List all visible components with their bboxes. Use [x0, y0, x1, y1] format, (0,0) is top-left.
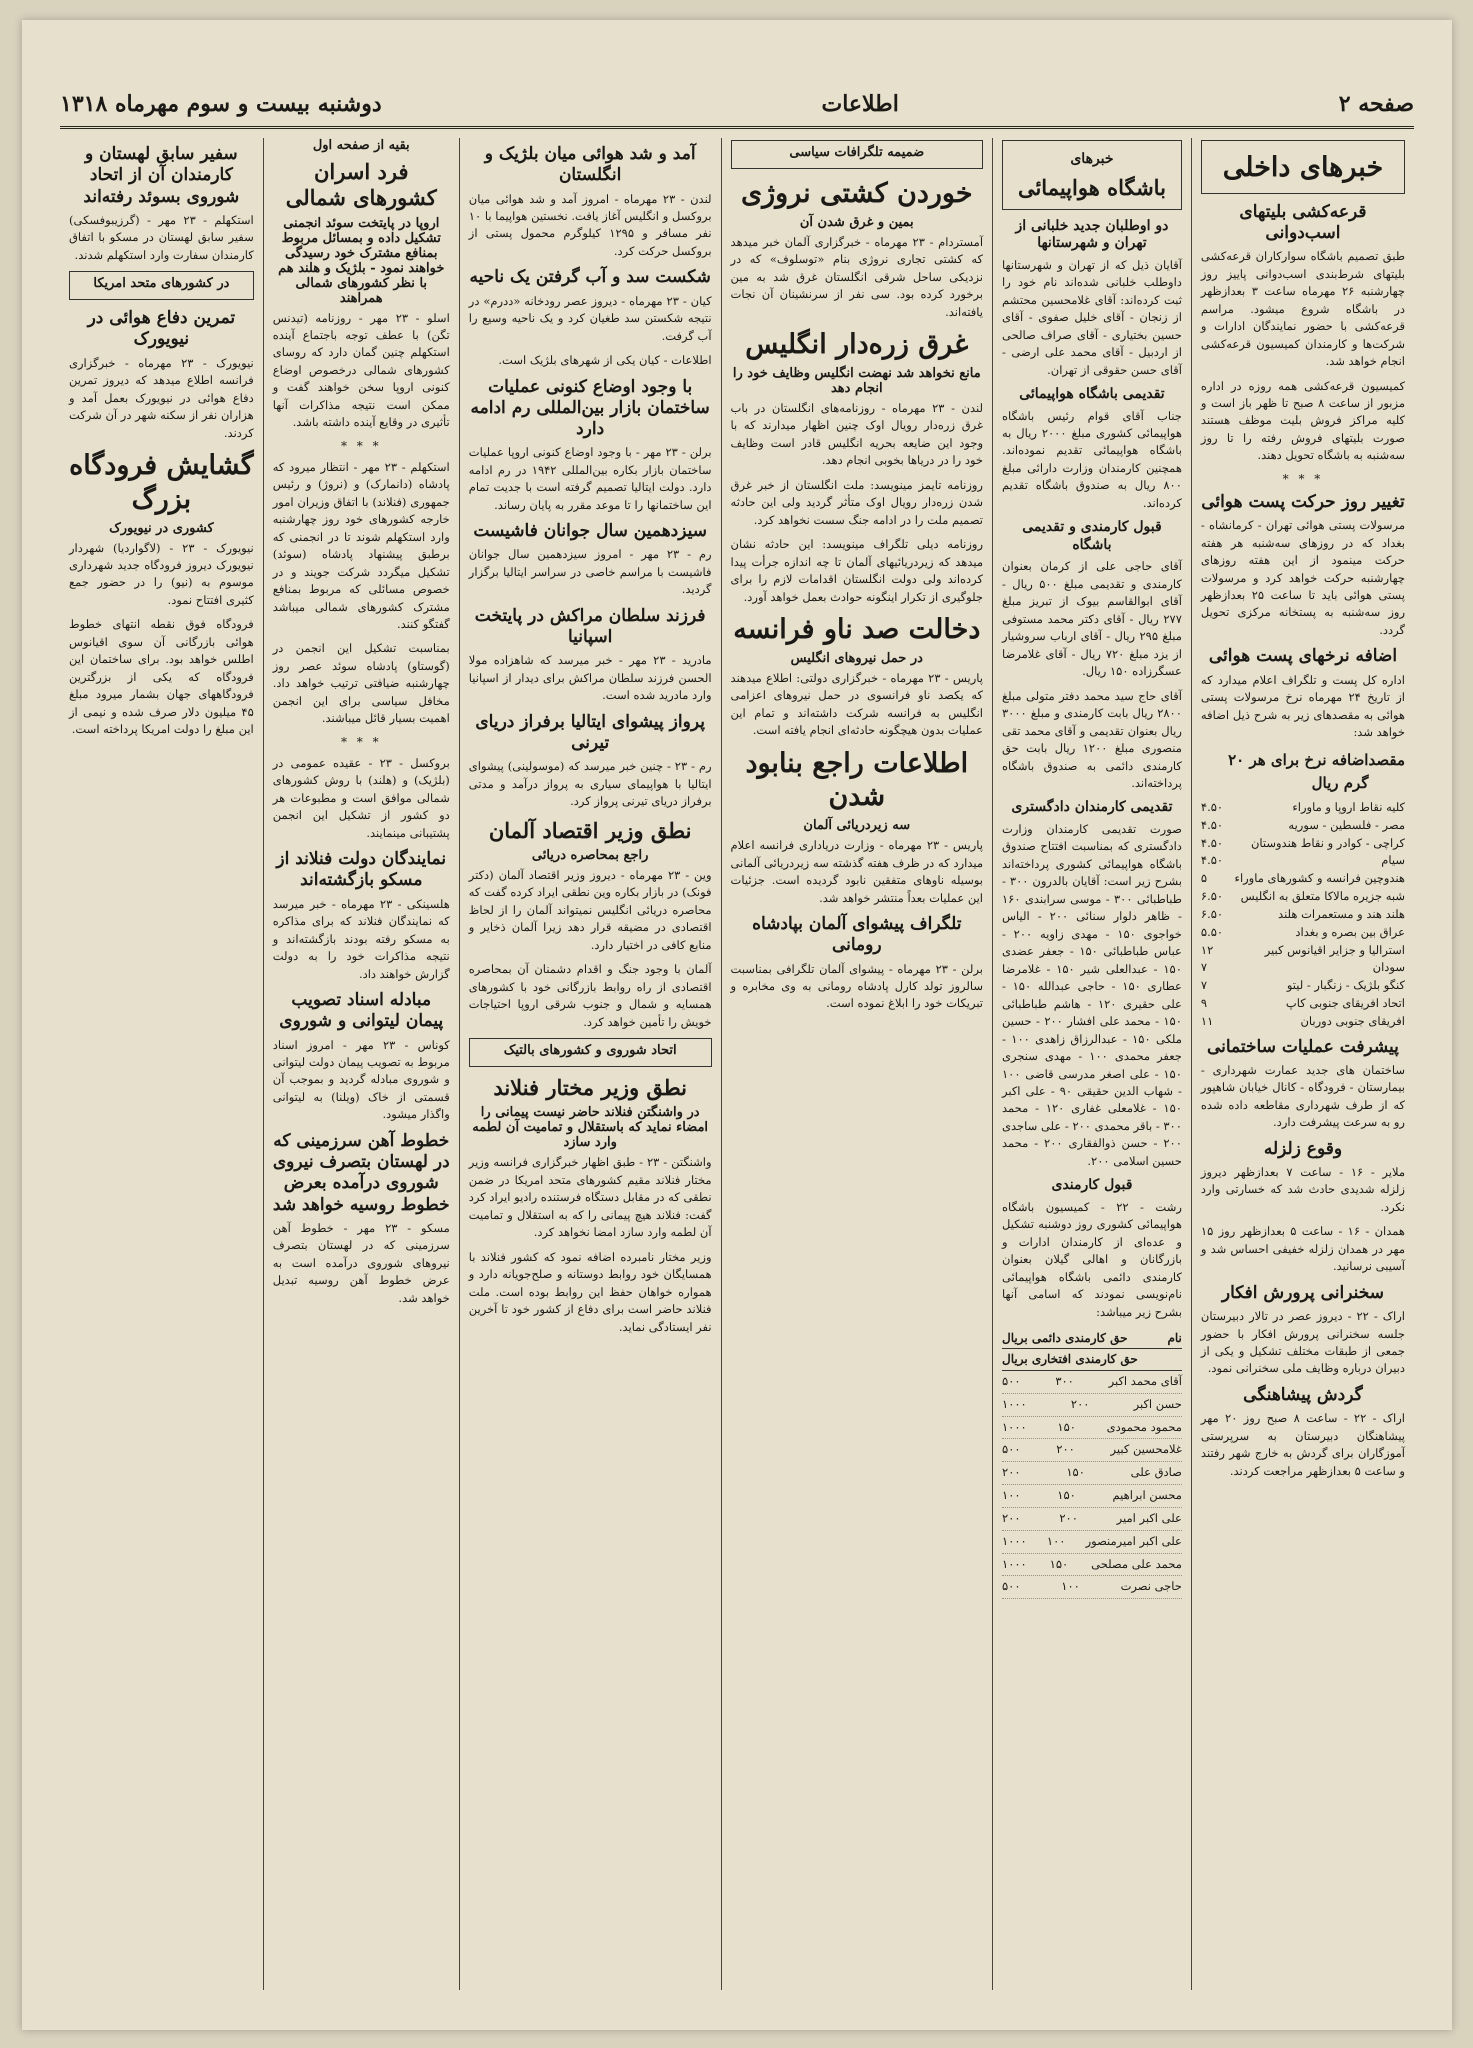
section-kicker: اتحاد شوروی و کشورهای بالتیک [503, 1043, 677, 1059]
article-text: آقای حاجی علی از کرمان بعنوان کارمندی و تقدیمی مبلغ ۵۰۰ ریال - آقای ابوالقاسم بیوک از تبریز مبلغ ۲۷۷ ریال - آقای دکتر محمد مستوفی مبلغ ۲۹۵ ریال - آقای ارباب سروشیار از یزد مبلغ ۷۲۰ ریال - آقای غلامرضا عسگرزاده ۱۵۰ ریال. [1002, 559, 1182, 679]
article-text: همدان - ۱۶ - ساعت ۵ بعدازظهر روز ۱۵ مهر در همدان زلزله خفیفی احساس شد و آسیبی نرسانید. [1200, 1224, 1405, 1274]
permanent-fee: ۲۰۰ [1056, 1442, 1075, 1457]
article-text: آلمان با وجود جنگ و اقدام دشمنان آن بمحاصره اقتصادی از راه روابط بازرگانی خود با کشورهای همسایه و شمال و جنوب شرقی اروپا احتیاجات خویش را تأمین خواهد کرد. [468, 962, 712, 1029]
rate-value: ۷ [1200, 960, 1208, 975]
article-title: فرزند سلطان مراکش در پایتخت اسپانیا [474, 605, 706, 648]
article-title: اطلاعات راجع بنابود شدن [745, 747, 969, 813]
article-text: رشت - ۲۲ - کمیسیون باشگاه هواپیمائی کشوری روز دوشنبه تشکیل و عده‌ای از کارمندان ادارات و بازرگانان و اهالی گیلان بعنوان کارمندی دائمی باشگاه هواپیمائی نام‌نویسی نمودند که اسامی آنها بشرح زیر میباشد: [1002, 1199, 1182, 1319]
table-row [1002, 1394, 1182, 1417]
article-title: تقدیمی باشگاه هواپیمائی [1019, 386, 1165, 403]
permanent-fee: ۱۵۰ [1066, 1465, 1085, 1480]
column-center-news [459, 138, 721, 1990]
rate-dest: مصر - فلسطین - سوریه [1288, 817, 1405, 832]
permanent-fee: ۱۵۰ [1049, 1556, 1069, 1571]
rate-row [1201, 995, 1405, 1013]
rate-value: ۶.۵۰ [1200, 889, 1224, 904]
table-header-name: نام [1167, 1331, 1182, 1346]
rate-value: ۴.۵۰ [1200, 853, 1224, 868]
article-text: روزنامه دیلی تلگراف مینویسد: این حادثه نشان میدهد که زیردریائیهای آلمان تا چه اندازه جرأت پیدا کرده‌اند ولی دولت انگلستان اقدامات لازم را برای جلوگیری از تکرار اینگونه حوادث بعمل خواهد آورد. [730, 537, 983, 604]
rate-row [1201, 977, 1405, 995]
permanent-fee: ۱۰۰ [1061, 1579, 1080, 1594]
article-text: آقایان ذیل که از تهران و شهرستانها داوطلب خلبانی شده‌اند نام خود را ثبت کرده‌اند: آقای غلامحسین محتشم از زنجان - آقای خلیل صفوی - آقای حسین بختیاری - آقای صراف صالحی از اردبیل - آقای محمد علی ارضی - آقای حسن حقوقی از تهران. [1002, 257, 1182, 377]
rate-row [1201, 1013, 1405, 1031]
rate-row [1201, 817, 1405, 835]
rate-dest: سیام [1381, 853, 1405, 868]
kicker-box [731, 140, 983, 169]
rates-header-dest: مقصد [1368, 750, 1405, 769]
article-text: طبق تصمیم باشگاه سوارکاران قرعه‌کشی بلیتهای شرط‌بندی اسب‌دوانی پاییز روز چهارشنبه ۲۶ مهرماه ساعت ۳ بعدازظهر در باشگاه شروع میشود. مراسم قرعه‌کشی با حضور نمایندگان ادارات و شرکت‌ها و کارمندان کمیسیون قرعه‌کشی انجام خواهد شد. [1200, 249, 1405, 369]
table-header-honorary: حق کارمندی افتخاری بریال [1002, 1352, 1138, 1367]
table-row [1002, 1485, 1182, 1508]
table-row [1002, 1417, 1182, 1440]
article-title: شکست سد و آب گرفتن یک ناحیه [469, 267, 711, 288]
member-name: محمود محمودی [1106, 1419, 1182, 1434]
continued-note: بقیه از صفحه اول [312, 138, 410, 153]
article-text: مادرید - ۲۳ مهر - خبر میرسد که شاهزاده مولا الحسن فرزند سلطان مراکش برای دیدار از اسپانیا وارد مادرید شده است. [468, 653, 712, 703]
article-title: مبادله اسناد تصویب پیمان لیتوانی و شوروی [279, 990, 444, 1032]
article-text: اداره کل پست و تلگراف اعلام میدارد که از تاریخ ۲۴ مهرماه نرخ مرسولات پستی هوائی به مقصدهای زیر به شرح ذیل اضافه خواهد شد: [1200, 672, 1405, 740]
rate-value: ۴.۵۰ [1200, 835, 1224, 850]
article-title: تلگراف پیشوای آلمان بپادشاه رومانی [752, 914, 962, 956]
rate-dest: شبه جزیره مالاکا متعلق به انگلیس [1240, 889, 1405, 904]
rate-row [1201, 959, 1405, 977]
member-name: حسن اکبر [1133, 1396, 1182, 1411]
rate-value: ۴.۵۰ [1200, 800, 1224, 815]
table-row [1002, 1554, 1182, 1577]
rate-value: ۴.۵۰ [1200, 817, 1224, 832]
rate-row [1201, 835, 1405, 853]
article-title: قبول کارمندی و تقدیمی باشگاه [1022, 519, 1162, 553]
article-text: نیویورک - ۲۳ مهرماه - خبرگزاری فرانسه اطلاع میدهد که دیروز تمرین دفاع هوائی در نیویورک بعمل آمد و هزاران نفر از سکنه شهر در آن شرکت کردند. [69, 355, 254, 440]
section-kicker: در کشورهای متحد امریکا [93, 276, 230, 292]
paper-name: اطلاعات [821, 91, 899, 117]
honorary-fee: ۱۰۰ [1002, 1488, 1021, 1503]
page-label: صفحه ۲ [1338, 91, 1414, 117]
section-box [1201, 140, 1405, 194]
article-text: استکهلم - ۲۳ مهر - انتظار میرود که پادشاه (دانمارک) و (نروژ) و رئیس جمهوری (فنلاند) با اتفاق وزیران امور خارجه کشورهای خود روز چهارشنبه وارد استکهلم شوند تا در انجمنی که برطبق پیشنهاد پادشاه (سوئد) تشکیل میگردد شرکت جویند و در خصوص مسائلی که مربوط بمنافع مشترک کشورهای شمالی میباشد گفتگو کنند. [272, 459, 450, 631]
article-subtitle: بمین و غرق شدن آن [799, 214, 914, 230]
rate-dest: اتحاد افریقای جنوبی کاپ [1285, 995, 1405, 1010]
rate-value: ۶.۵۰ [1200, 906, 1224, 921]
article-title: با وجود اوضاع کنونی عملیات ساختمان بازار بین‌المللی رم ادامه دارد [470, 376, 710, 439]
table-row [1002, 1462, 1182, 1485]
section-kicker: ضمیمه تلگرافات سیاسی [789, 145, 925, 160]
article-text: صورت تقدیمی کارمندان وزارت دادگستری که بمناسبت افتتاح صندوق باشگاه هواپیمائی کشوری پرداخته‌اند بشرح زیر است: آقایان بالدرون ۳۰۰ - طباطبائی ۳۰۰ - موسی سرابندی ۱۶۰ - ظاهر دلوار سنائی ۲۰۰ - الیاس خواجوی ۱۵۰ - مهدی زاویه ۲۰۰ - عباس طباطبائی ۱۵۰ - جعفر عضدی ۱۵۰ - عبدالعلی شیر ۱۵۰ - غلامرضا عطاری ۱۵۰ - حاجی عبدالله ۱۵۰ - علی حقیری ۱۲۰ - هاشم طباطبائی ۱۵۰ - محمد علی افشار ۲۰۰ - حسین ملکی ۱۵۰ - عبدالرزاق زاهدی ۱۰۰ - جعفر محمدی ۱۰۰ - مهدی سنجری ۱۵۰ - علی اصغر مدرسی قاضی ۱۰۰ - شهاب الدین حقیقی ۹۰ - علی اکبر ۱۵۰ - غلامعلی غفاری ۱۲۰ - محمد ۳۰۰ - باقر محمدی ۲۰۰ - علی ساجدی ۲۰۰ - حسن ذوالفقاری ۲۰۰ - محمد حسین اسلامی ۲۰۰. [1002, 821, 1182, 1168]
section-box [1002, 140, 1182, 210]
article-text: پاریس - ۲۳ مهرماه - وزارت دریاداری فرانسه اعلام میدارد که در ظرف هفته گذشته سه زیردریائی آلمانی بوسیله ناوهای متفقین نابود گردیده است. جزئیات این عملیات بعداً منتشر خواهد شد. [730, 838, 983, 905]
article-text: جناب آقای قوام رئیس باشگاه هواپیمائی کشوری مبلغ ۲۰۰۰ ریال به باشگاه هواپیمائی تقدیم نموده‌اند. همچنین کارمندان وزارت دارائی مبلغ ۸۰۰ ریال به صندوق باشگاه تقدیم کرده‌اند. [1002, 408, 1182, 510]
column-north-countries [263, 138, 459, 1990]
article-text: اراک - ۲۲ - دیروز عصر در تالار دبیرستان جلسه سخنرانی پرورش افکار با حضور جمعی از طبقات مختلف تشکیل و یکی از دبیران درباره وظایف ملی سخنرانی نمود. [1200, 1309, 1405, 1376]
rate-row [1201, 799, 1405, 817]
article-title: قبول کارمندی [1051, 1177, 1133, 1194]
rate-dest: استرالیا و جزایر اقیانوس کبیر [1264, 942, 1405, 957]
rate-value: ۷ [1200, 978, 1208, 993]
honorary-fee: ۲۰۰ [1002, 1465, 1021, 1480]
section-heading: باشگاه هواپیمائی [1017, 174, 1166, 200]
article-title: پیشرفت عملیات ساختمانی [1206, 1036, 1399, 1057]
article-title: نطق وزیر مختار فنلاند [493, 1075, 687, 1101]
article-title: غرق زره‌دار انگلیس [745, 329, 969, 361]
article-title: دخالت صد ناو فرانسه [733, 614, 981, 645]
table-row [1002, 1371, 1182, 1394]
honorary-fee: ۵۰۰ [1002, 1442, 1021, 1457]
rate-dest: افریقای جنوبی دوربان [1300, 1013, 1405, 1028]
article-text: برلن - ۲۳ مهرماه - پیشوای آلمان تلگرافی بمناسبت سالروز تولد کارل پادشاه رومانی به وی مخابره و تبریکات خود را ابلاغ نموده است. [730, 961, 983, 1011]
honorary-fee: ۱۰۰۰ [1002, 1419, 1027, 1434]
rate-row [1201, 924, 1405, 942]
article-text: کوناس - ۲۳ مهر - امروز اسناد مربوط به تصویب پیمان دولت لیتوانی و شوروی مبادله گردید و بموجب آن قسمتی از خاک (ویلنا) به لیتوانی واگذار میشود. [272, 1037, 450, 1122]
kicker-box [69, 271, 254, 300]
article-title: وقوع زلزله [1263, 1138, 1343, 1159]
table-row [1002, 1439, 1182, 1462]
rate-value: ۱۲ [1200, 942, 1214, 957]
divider: * * * [340, 734, 382, 749]
member-name: علی اکبر امیر [1116, 1510, 1182, 1525]
kicker-box [469, 1038, 712, 1067]
rate-dest: عراق بین بصره و بغداد [1295, 924, 1405, 939]
article-text: رم - ۲۳ مهر - امروز سیزدهمین سال جوانان فاشیست با مراسم خاصی در سراسر ایتالیا برگزار گردید. [468, 547, 712, 597]
divider: * * * [340, 438, 382, 453]
article-title: دو اوطلبان جدید خلبانی از تهران و شهرستانها [1015, 217, 1169, 252]
article-title: گشایش فرودگاه بزرگ [69, 450, 254, 515]
article-title: پرواز پیشوای ایتالیا برفراز دریای تیرنی [475, 711, 705, 753]
article-text: مرسولات پستی هوائی تهران - کرمانشاه - بغداد که در روزهای سه‌شنبه هر هفته حرکت مینمود از این هفته روزهای چهارشنبه حرکت خواهد کرد و مرسولات پستی هوائی باید تا ساعت ۲۵ بعدازظهر روز سه‌شنبه به پستخانه مرکزی تحویل گردد. [1200, 518, 1405, 637]
rate-value: ۹ [1200, 995, 1208, 1010]
article-text: مسکو - ۲۳ مهر - خطوط آهن سرزمینی که در لهستان بتصرف نیروهای شوروی درآمده است به عرض خطوط آهن روسیه تبدیل خواهد شد. [272, 1220, 450, 1305]
permanent-fee: ۱۵۰ [1057, 1419, 1076, 1434]
article-subtitle: کشوری در نیویورک [109, 520, 214, 536]
article-title: آمد و شد هوائی میان بلژیک و انگلستان [484, 144, 696, 186]
article-title: اضافه نرخهای پست هوائی [1208, 646, 1398, 667]
article-title: خوردن کشتی نروژی [741, 178, 973, 209]
article-text: استکهلم - ۲۳ مهر - (گرزیبوفسکی) سفیر سابق لهستان در مسکو با اتفاق کارمندان سفارت وارد استکهلم شدند. [69, 212, 254, 262]
rates-header [1201, 749, 1405, 796]
columns [60, 138, 1414, 1990]
member-name: غلامحسین کبیر [1110, 1442, 1182, 1457]
permanent-fee: ۲۰۰ [1070, 1396, 1090, 1411]
rate-row [1201, 906, 1405, 924]
article-text: اطلاعات - کیان یکی از شهرهای بلژیک است. [498, 353, 712, 368]
member-name: محمد علی مصلحی [1091, 1556, 1182, 1571]
member-name: محسن ابراهیم [1112, 1488, 1182, 1503]
membership-table [1002, 1371, 1182, 1599]
article-text: کمیسیون قرعه‌کشی همه روزه در اداره مزبور از ساعت ۸ صبح تا ظهر باز است و کلیه مراکز فروش بلیت موظف هستند صورت بلیتهای فروش رفته را تا روز سه‌شنبه به باشگاه تحویل دهند. [1200, 378, 1405, 463]
column-usa [60, 138, 263, 1990]
rate-dest: کنگو بلژیک - زنگبار - لیتو [1286, 978, 1405, 993]
article-text: وزیر مختار نامبرده اضافه نمود که کشور فنلاند با همسایگان خود روابط دوستانه و صلح‌جویانه دارد و همواره خواهان حفظ این روابط بوده است. ملت فنلاند حاضر است برای دفاع از کشور خود تا آخرین نفر ایستادگی نماید. [468, 1249, 712, 1334]
divider: * * * [1282, 471, 1324, 486]
article-title: سفیر سابق لهستان و کارمندان آن از اتحاد شوروی بسوئد رفته‌اند [83, 144, 240, 207]
article-title: گردش پیشاهنگی [1243, 1384, 1363, 1405]
rate-dest: سودان [1372, 960, 1405, 975]
permanent-fee: ۱۵۰ [1057, 1488, 1076, 1503]
article-text: رم - ۲۳ - چنین خبر میرسد که (موسولینی) پیشوای ایتالیا با هواپیمای سیاری به پرواز درآمد و مدتی برفراز دریای تیرنی پرواز کرد. [468, 759, 712, 809]
article-subtitle: راجع بمحاصره دریائی [531, 847, 649, 863]
article-text: روزنامه تایمز مینویسد: ملت انگلستان از خبر غرق شدن زره‌دار رویال اوک متأثر گردید ولی این حادثه تصمیم ملت را در ادامه جنگ سست نخواهد کرد. [730, 477, 983, 527]
column-war-news [721, 138, 992, 1990]
article-text: فرودگاه فوق نقطه انتهای خطوط هوائی بازرگانی آن سوی اقیانوس اطلس خواهد بود. برای ساختمان این فرودگاه که یکی از بزرگترین فرودگاههای جهان بشمار میرود مبلغ ۴۵ میلیون دلار صرف شده و نیمی از این مبلغ را دولت امریکا پرداخته است. [69, 617, 254, 737]
honorary-fee: ۱۰۰۰ [1002, 1396, 1027, 1411]
article-text: اسلو - ۲۳ مهر - روزنامه (تیدنس تگن) با عطف توجه باجتماع آینده استکهلم چنین گمان دارد که روسای کشورهای شمالی درخصوص اوضاع کنونی اروپا سخن خواهند گفت و ممکن است نتیجه مذاکرات آنها تأثیری در وقایع آینده داشته باشد. [272, 310, 450, 430]
article-text: بروکسل - ۲۳ - عقیده عمومی در (بلژیک) و (هلند) با روش کشورهای شمالی موافق است و مطبوعات هر دو کشور از تشکیل این انجمن پشتیبانی مینمایند. [272, 755, 450, 840]
masthead [60, 82, 1414, 129]
honorary-fee: ۱۰۰۰ [1002, 1533, 1027, 1548]
newspaper-page [22, 20, 1452, 2030]
article-text: هلسینکی - ۲۳ مهرماه - خبر میرسد که نمایندگان فنلاند که برای مذاکره به مسکو رفته بودند بازگشته‌اند و نتیجه مذاکرات خود را به دولت گزارش خواهند داد. [272, 896, 450, 981]
membership-table-header-2 [1002, 1349, 1182, 1370]
table-header-permanent: حق کارمندی دائمی بریال [1002, 1331, 1128, 1346]
table-row [1002, 1531, 1182, 1554]
article-title: سخنرانی پرورش افکار [1221, 1282, 1384, 1303]
rate-dest: کراچی - کوادر و نقاط هندوستان [1250, 835, 1405, 850]
article-title: سیزدهمین سال جوانان فاشیست [473, 521, 707, 542]
rates-list [1201, 799, 1405, 1031]
rates-header-value: اضافه نرخ برای هر ۲۰ گرم ریال [1228, 750, 1369, 792]
article-text: نیویورک - ۲۳ - (لاگواردیا) شهردار نیویورک دیروز فرودگاه جدید شهرداری موسوم به (نیو) را در حضور جمع کثیری افتتاح نمود. [69, 540, 254, 607]
rate-dest: هلند هند و مستعمرات هلند [1278, 906, 1405, 921]
article-subtitle: اروپا در پایتخت سوئد انجمنی تشکیل داده و بمسائل مربوط بمنافع مشترک خود رسیدگی خواهند نمود - بلژیک و هلند هم با نظر کشورهای شمالی همراهند [278, 215, 445, 306]
article-text: واشنگتن - ۲۳ - طبق اظهار خبرگزاری فرانسه وزیر مختار فنلاند مقیم کشورهای متحد امریکا در ضمن نطقی که در مقابل دستگاه فرستنده رادیو ایراد کرد گفت: فنلاند هیچ پیمانی را که به استقلال و تمامیت آن لطمه وارد سازد امضا نخواهد کرد. [468, 1155, 712, 1240]
rate-row [1201, 852, 1405, 870]
honorary-fee: ۵۰۰ [1002, 1579, 1021, 1594]
article-text: لندن - ۲۳ مهرماه - روزنامه‌های انگلستان در باب غرق زره‌دار رویال اوک چنین اظهار میدارند که با وجود این ضایعه بحریه انگلیس قادر است وظایف خود را در دریاها بخوبی انجام دهد. [730, 400, 983, 468]
article-title: خطوط آهن سرزمینی که در لهستان بتصرف نیروی شوروی درآمده بعرض خطوط روسیه خواهد شد [272, 1130, 450, 1215]
article-text: بمناسبت تشکیل این انجمن در (گوستاو) پادشاه سوئد عصر روز چهارشنبه ضیافتی ترتیب خواهد داد. مخافل سیاسی برای این انجمن اهمیت بسیار قائل میباشند. [272, 641, 450, 726]
section-kicker: خبرهای [1070, 151, 1114, 167]
article-text: برلن - ۲۳ مهر - با وجود اوضاع کنونی اروپا عملیات ساختمان بازار بکاره بین‌المللی ۱۹۴۲ در رم ادامه دارد. دولت ایتالیا تصمیم گرفته است با جدیت تمام این ساختمانها را تا موعد مقرر به پایان رساند. [468, 445, 712, 512]
rate-row [1201, 888, 1405, 906]
member-name: حاجی نصرت [1120, 1579, 1182, 1594]
article-text: ساختمان های جدید عمارت شهرداری - بیمارستان - فرودگاه - کانال خیابان شاهپور که از طرف شهرداری مقاطعه داده شده رو به سرعت پیشرفت دارد. [1200, 1062, 1405, 1130]
honorary-fee: ۱۰۰۰ [1002, 1556, 1027, 1571]
article-text: اراک - ۲۲ - ساعت ۸ صبح روز ۲۰ مهر پیشاهنگان دبیرستان به سرپرستی آموزگاران برای گردش به خارج شهر رفتند و ساعت ۵ بعدازظهر مراجعت کردند. [1200, 1411, 1405, 1478]
permanent-fee: ۱۰۰ [1046, 1533, 1066, 1548]
table-row [1002, 1508, 1182, 1531]
table-row [1002, 1576, 1182, 1599]
article-subtitle: در حمل نیروهای انگلیس [790, 650, 923, 666]
article-title: نطق وزیر اقتصاد آلمان [488, 817, 692, 843]
rate-row [1201, 870, 1405, 888]
section-heading: خبرهای داخلی [1222, 152, 1384, 183]
permanent-fee: ۳۰۰ [1055, 1373, 1074, 1388]
article-text: ملایر - ۱۶ - ساعت ۷ بعدازظهر دیروز زلزله شدیدی حادث شد که خسارتی وارد نکرد. [1200, 1164, 1405, 1214]
article-title: تمرین دفاع هوائی در نیویورک [87, 308, 236, 350]
article-text: کیان - ۲۳ مهرماه - دیروز عصر رودخانه «ددرم» در نتیجه شکستن سد طغیان کرد و یک ناحیه وسیع را آب گرفت. [468, 293, 712, 343]
rate-value: ۵.۵۰ [1200, 924, 1224, 939]
article-text: وین - ۲۳ مهرماه - دیروز وزیر اقتصاد آلمان (دکتر فونک) در بازار بکاره وین نطقی ایراد کرده گفت که محاصره دریائی انگلیس نمیتواند آلمان را از لحاظ اقتصادی در مضیقه قرار دهد زیرا آلمان ذخایر و منابع کافی در اختیار دارد. [468, 867, 712, 952]
column-aviation-club [992, 138, 1191, 1990]
permanent-fee: ۲۰۰ [1059, 1510, 1078, 1525]
article-title: نمایندگان دولت فنلاند از مسکو بازگشته‌اند [276, 849, 447, 891]
rate-value: ۵ [1200, 871, 1208, 886]
member-name: آقای محمد اکبر [1108, 1373, 1182, 1388]
rate-value: ۱۱ [1200, 1013, 1214, 1028]
article-title: تغییر روز حرکت پست هوائی [1201, 491, 1405, 512]
rate-row [1201, 942, 1405, 960]
rate-dest: کلیه نقاط اروپا و ماوراء [1292, 800, 1405, 815]
article-text: پاریس - ۲۳ مهرماه - خبرگزاری دولتی: اطلاع میدهند که یکصد ناو فرانسوی در حمل نیروهای اعزامی انگلیس به فرانسه شرکت داشته‌اند و تمام این عملیات بدون هیچگونه حادثه‌ای انجام یافته است. [730, 670, 983, 738]
membership-table-header [1002, 1328, 1182, 1349]
issue-date: دوشنبه بیست و سوم مهرماه ۱۳۱۸ [60, 91, 382, 117]
member-name: صادق علی [1130, 1465, 1182, 1480]
article-text: آقای حاج سید محمد دفتر متولی مبلغ ۲۸۰۰ ریال بابت کارمندی و مبلغ ۳۰۰۰ ریال بعنوان تقدیمی و آقای محمد تقی منصوری مبلغ ۱۲۰۰ ریال بابت حق کارمندی دائمی به صندوق باشگاه پرداخته‌اند. [1002, 688, 1182, 790]
article-title: قرعه‌کشی بلیتهای اسب‌دوانی [1239, 201, 1367, 243]
rate-dest: هندوچین فرانسه و کشورهای ماوراء [1234, 871, 1405, 886]
article-title: تقدیمی کارمندان دادگستری [1011, 799, 1173, 816]
member-name: علی اکبر امیرمنصور [1085, 1533, 1182, 1548]
article-subtitle: در واشنگتن فنلاند حاضر نیست پیمانی را امضاء نماید که باستقلال و تمامیت آن لطمه وارد سازد [472, 1105, 709, 1151]
article-text: لندن - ۲۳ مهرماه - امروز آمد و شد هوائی میان بروکسل و انگلیس آغاز یافت. نخستین هواپیما با ۱۰ نفر مسافر و ۱۲۹۵ کیلوگرم محمول پستی از بروکسل حرکت کرد. [468, 191, 712, 258]
honorary-fee: ۵۰۰ [1002, 1373, 1021, 1388]
honorary-fee: ۲۰۰ [1002, 1510, 1021, 1525]
article-subtitle: مانع نخواهد شد نهضت انگلیس وظایف خود را انجام دهد [732, 365, 981, 396]
article-text: آمستردام - ۲۳ مهرماه - خبرگزاری آلمان خبر میدهد که کشتی تجاری نروژی بنام «توسلوف» که در نزدیکی ساحل شرقی انگلستان غرق شد به مین برخورد کرده بود. سی نفر از سرنشینان آن نجات یافته‌اند. [730, 234, 984, 319]
article-subtitle: سه زیردریائی آلمان [803, 818, 911, 834]
column-domestic-news [1191, 138, 1414, 1990]
article-title: فرد اسران کشورهای شمالی [285, 159, 437, 211]
